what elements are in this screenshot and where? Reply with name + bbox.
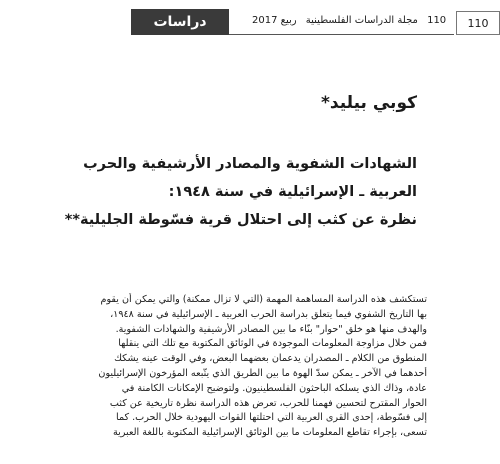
body-line: بها التاريخ الشفوي فيما يتعلق بدراسة الحرب العربية ـ الإسرائيلية في سنة ١٩٤٨،: [110, 308, 427, 320]
journal-name: مجلة الدراسات الفلسطينية: [305, 15, 418, 26]
journal-issue: ربيع 2017: [252, 15, 297, 26]
running-header: [0, 8, 500, 34]
journal-page-number: 110: [427, 15, 447, 26]
title-line: العربية ـ الإسرائيلية في سنة ١٩٤٨:: [168, 184, 417, 200]
journal-meta: [246, 15, 446, 26]
body-line: الحوار المقترح لتحسين فهمنا للحرب، تعرض هذه الدراسة نظرة تاريخية عن كثب: [109, 397, 427, 409]
title-line: نظرة عن كثب إلى احتلال قرية فسّوطة الجليلية**: [64, 212, 417, 228]
body-line: أحدهما في الآخر ـ يمكن سدّ الهوة ما بين الطريق الذي يتّبعه المؤرخون الإسرائيليون: [98, 367, 427, 379]
body-line: والهدف منها هو خلق "حوار" بنّاء ما بين المصادر الأرشيفية والشهادات الشفوية.: [115, 323, 427, 335]
body-line: تسعى، بإجراء تقاطع المعلومات ما بين الوثائق الإسرائيلية المكتوبة باللغة العبرية: [112, 427, 427, 439]
title-line: الشهادات الشفوية والمصادر الأرشيفية والحرب: [83, 156, 417, 172]
author-name: كوبي بيليد*: [321, 93, 417, 113]
body-line: تستكشف هذه الدراسة المساهمة المهمة (التي لا تزال ممكنة) والتي يمكن أن يقوم: [100, 294, 427, 305]
header-rule: [229, 34, 454, 35]
body-line: إلى فسّوطة، إحدى القرى العربية التي احتلتها القوات اليهودية خلال الحرب. كما: [116, 412, 427, 424]
body-line: فمن خلال مزاوجة المعلومات الموجودة في الوثائق المكتوبة مع تلك التي ينقلها: [118, 338, 427, 350]
article-title: [37, 150, 417, 234]
page-number-box: 110: [456, 11, 500, 35]
article-body: [69, 293, 427, 441]
body-line: عادة، وذاك الذي يسلكه الباحثون الفلسطينيون. ولتوضيح الإمكانات الكامنة في: [121, 382, 427, 394]
section-label: دراسات: [131, 9, 229, 35]
body-line: المنطوق من الكلام ـ المصدران يدعمان بعضهما البعض، وفي الوقت عينه يشكك: [114, 353, 427, 365]
